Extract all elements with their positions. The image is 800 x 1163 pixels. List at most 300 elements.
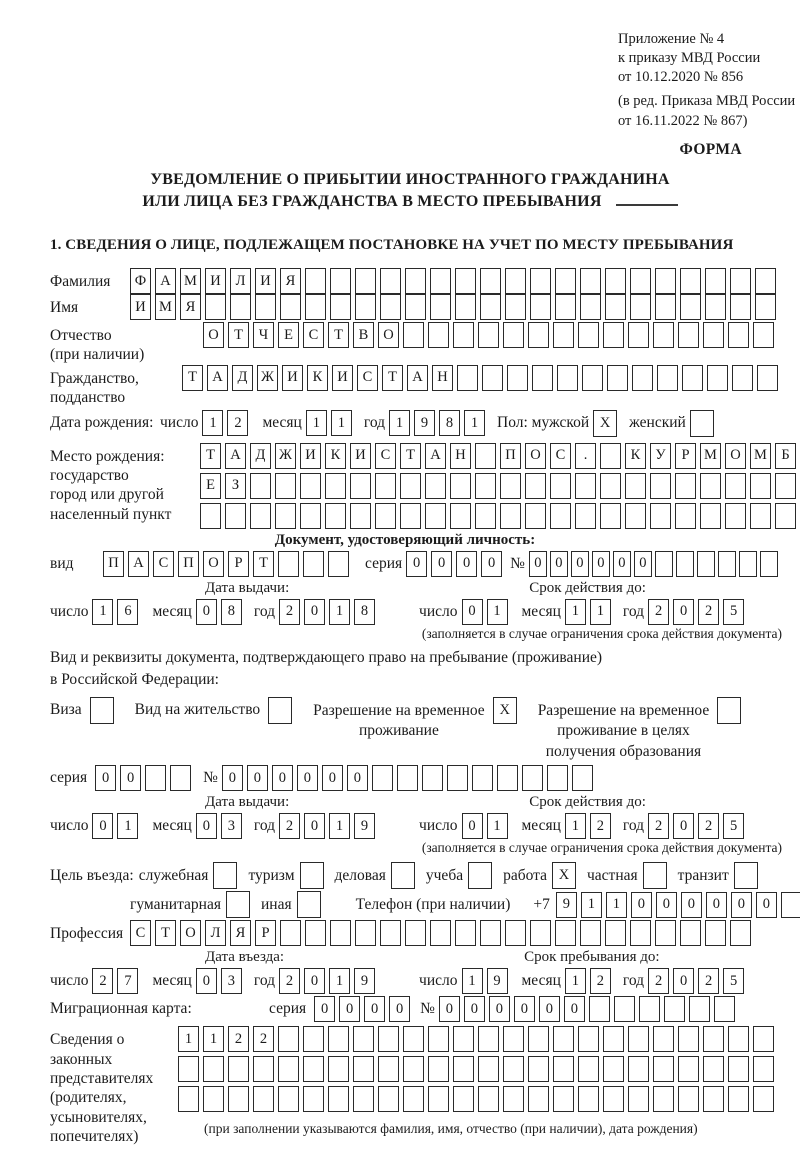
identity-doc-heading: Документ, удостоверяющий личность: (274, 531, 536, 548)
profession-label: Профессия (50, 925, 124, 943)
birth-place-cell (475, 473, 496, 499)
birth-place-label-line2: государство (50, 466, 129, 484)
res-series-cell: 0 (120, 765, 141, 791)
res-number-cell (397, 765, 418, 791)
birth-place-cell (575, 503, 596, 529)
res-series-cell: 0 (95, 765, 116, 791)
birth-place-cell (350, 503, 371, 529)
representatives-cell (478, 1026, 499, 1052)
birth-place-label-line4: населенный пункт (50, 505, 172, 523)
birth-place-cell: Н (450, 443, 471, 469)
month-label: месяц (152, 602, 192, 620)
res-issue-day-cells (92, 813, 142, 839)
birth-place-cell (650, 473, 671, 499)
id-issue-year-cell: 2 (279, 599, 300, 625)
validity-footnote: (заполняется в случае ограничения срока действия документа) (421, 625, 782, 641)
phone-cells (556, 892, 800, 918)
temp-residence-edu-checkbox-cell (717, 697, 741, 724)
res-number-cell (547, 765, 568, 791)
day-label: число (50, 972, 89, 990)
representatives-cell (403, 1026, 424, 1052)
doc-kind-cell: О (203, 551, 224, 577)
birth-place-cell (750, 503, 771, 529)
representatives-cell (553, 1056, 574, 1082)
surname-cells (130, 268, 780, 294)
citizenship-cell: А (407, 365, 428, 391)
year-label: год (622, 972, 645, 990)
profession-cell: О (180, 920, 201, 946)
birth-day-cells (202, 410, 252, 436)
purpose-transit-label: транзит (677, 866, 729, 884)
given-name-cell (205, 294, 226, 320)
given-name-cells (130, 294, 780, 320)
representatives-cell (503, 1056, 524, 1082)
birth-year-cell: 8 (439, 410, 460, 436)
citizenship-cells (182, 365, 782, 391)
residence-permit-checkbox-cell (268, 697, 292, 724)
surname-cell (755, 268, 776, 294)
surname-cell (355, 268, 376, 294)
id-valid-year-cell: 2 (698, 599, 719, 625)
representatives-cell (578, 1026, 599, 1052)
section1-heading: 1. СВЕДЕНИЯ О ЛИЦЕ, ПОДЛЕЖАЩЕМ ПОСТАНОВКЕ НА УЧЕТ ПО МЕСТУ ПРЕБЫВАНИЯ (50, 237, 734, 254)
representatives-cell (478, 1086, 499, 1112)
res-valid-year-cell: 2 (698, 813, 719, 839)
mc-number-cell: 0 (489, 996, 510, 1022)
birth-day-cell: 1 (202, 410, 223, 436)
representatives-cell (653, 1026, 674, 1052)
profession-cell (480, 920, 501, 946)
id-series-cells (406, 551, 506, 577)
temp-residence-checkbox (493, 697, 521, 724)
representatives-cells-row1 (178, 1026, 778, 1052)
stay-year-cell: 5 (723, 968, 744, 994)
res-issue-year-cell: 1 (329, 813, 350, 839)
representatives-cell (278, 1086, 299, 1112)
representatives-label (50, 1026, 178, 1146)
representatives-cell (728, 1086, 749, 1112)
phone-cell: 1 (581, 892, 602, 918)
representatives-cell (328, 1026, 349, 1052)
id-number-cell (676, 551, 694, 577)
patronymic-cell (628, 322, 649, 348)
given-name-row (50, 294, 800, 320)
citizenship-cell (457, 365, 478, 391)
purpose-private-checkbox-cell (643, 862, 667, 889)
representatives-cell (228, 1086, 249, 1112)
citizenship-cell: Т (182, 365, 203, 391)
entry-year-cell: 1 (329, 968, 350, 994)
surname-cell (580, 268, 601, 294)
id-valid-month-cell: 1 (590, 599, 611, 625)
citizenship-cell (532, 365, 553, 391)
mc-number-cell: 0 (514, 996, 535, 1022)
representatives-cell (303, 1026, 324, 1052)
purpose-private-checkbox (643, 862, 671, 889)
residence-permit-item (135, 697, 297, 724)
res-series-cell (145, 765, 166, 791)
purpose-label: Цель въезда: (50, 866, 134, 884)
citizenship-cell (582, 365, 603, 391)
given-name-cell (255, 294, 276, 320)
birth-place-cell (375, 473, 396, 499)
representatives-cell: 2 (228, 1026, 249, 1052)
res-valid-month-cell: 2 (590, 813, 611, 839)
birth-place-cell (500, 473, 521, 499)
birth-place-cell: И (300, 443, 321, 469)
patronymic-cell: Т (328, 322, 349, 348)
birth-place-cell: А (225, 443, 246, 469)
res-number-cell (447, 765, 468, 791)
citizenship-label-line2: подданство (50, 389, 126, 407)
birth-place-cell: Е (200, 473, 221, 499)
birth-place-cell: С (550, 443, 571, 469)
res-number-cell (522, 765, 543, 791)
sex-female-checkbox (690, 410, 718, 437)
patronymic-cell (403, 322, 424, 348)
form-title-line1: УВЕДОМЛЕНИЕ О ПРИБЫТИИ ИНОСТРАННОГО ГРАЖДАНИНА (150, 170, 670, 188)
res-valid-day-cell: 1 (487, 813, 508, 839)
purpose-work-label: работа (503, 866, 547, 884)
appendix-line: от 10.12.2020 № 856 (618, 69, 744, 86)
birth-date-label: Дата рождения: (50, 414, 154, 432)
representatives-cell (628, 1056, 649, 1082)
day-label: число (419, 602, 458, 620)
residence-doc-line2: в Российской Федерации: (50, 671, 219, 689)
surname-cell (655, 268, 676, 294)
birth-place-cell (575, 473, 596, 499)
citizenship-row (50, 365, 800, 408)
purpose-study-label: учеба (425, 866, 464, 884)
birth-place-cell: . (575, 443, 596, 469)
patronymic-cell (478, 322, 499, 348)
id-issue-month-cells (196, 599, 246, 625)
temp-residence-edu-label-line3: получения образования (545, 743, 702, 761)
representatives-cell (328, 1056, 349, 1082)
citizenship-cell (682, 365, 703, 391)
entry-month-cells (196, 968, 246, 994)
given-name-cell (430, 294, 451, 320)
representatives-cell (378, 1086, 399, 1112)
res-number-cell (472, 765, 493, 791)
res-series-cells (95, 765, 195, 791)
temp-residence-label (313, 697, 485, 743)
phone-cell (781, 892, 800, 918)
given-name-cell (705, 294, 726, 320)
representatives-cell (303, 1056, 324, 1082)
representatives-cell (753, 1026, 774, 1052)
residence-permit-checkbox (268, 697, 296, 724)
citizenship-label-line1: Гражданство, (50, 369, 139, 387)
temp-residence-edu-item (538, 697, 746, 764)
doc-kind-cell: П (178, 551, 199, 577)
id-issue-day-cells (92, 599, 142, 625)
id-doc-dates-row (50, 599, 800, 625)
id-issue-year-cell: 1 (329, 599, 350, 625)
purpose-transit-checkbox-cell (734, 862, 758, 889)
year-label: год (622, 602, 645, 620)
migration-card-row (50, 996, 800, 1022)
birth-month-cell: 1 (331, 410, 352, 436)
id-number-cell: 0 (571, 551, 589, 577)
surname-cell (605, 268, 626, 294)
representatives-cell (528, 1056, 549, 1082)
mc-number-cell (689, 996, 710, 1022)
given-name-cell (230, 294, 251, 320)
entry-date-label: Дата въезда: (205, 949, 285, 966)
birth-place-cell: Т (400, 443, 421, 469)
patronymic-cell: О (378, 322, 399, 348)
birth-month-cell: 1 (306, 410, 327, 436)
patronymic-cell (528, 322, 549, 348)
representatives-label-line6: попечителях) (50, 1128, 139, 1146)
surname-cell (705, 268, 726, 294)
birth-place-cell (675, 503, 696, 529)
temp-residence-edu-label-line2: проживание в целях (557, 722, 690, 740)
res-issue-day-cell: 1 (117, 813, 138, 839)
representatives-cell (603, 1086, 624, 1112)
birth-place-cell (700, 473, 721, 499)
representatives-cell (228, 1056, 249, 1082)
profession-cell (305, 920, 326, 946)
series-label: серия (269, 1000, 307, 1018)
form-title (50, 169, 770, 214)
given-name-cell (530, 294, 551, 320)
purpose-humanitarian-checkbox (226, 891, 254, 918)
representatives-cell (428, 1056, 449, 1082)
id-number-cells (529, 551, 781, 577)
purpose-work-checkbox (552, 862, 580, 889)
representatives-cell (728, 1056, 749, 1082)
representatives-cell (628, 1086, 649, 1112)
citizenship-cell: Д (232, 365, 253, 391)
surname-row (50, 268, 800, 294)
birth-place-cell (600, 503, 621, 529)
birth-place-cell (475, 503, 496, 529)
purpose-work-checkbox-cell: X (552, 862, 576, 889)
doc-kind-label: вид (50, 554, 74, 572)
birth-place-row (50, 443, 800, 529)
day-label: число (160, 414, 199, 432)
visa-item (50, 697, 118, 724)
citizenship-cell (732, 365, 753, 391)
res-issue-year-cell: 0 (304, 813, 325, 839)
birth-place-cell (650, 503, 671, 529)
mc-number-cell: 0 (464, 996, 485, 1022)
res-valid-month-cell: 1 (565, 813, 586, 839)
id-valid-year-cell: 5 (723, 599, 744, 625)
phone-prefix: +7 (533, 895, 550, 913)
mc-number-cell (614, 996, 635, 1022)
birth-place-cell (275, 503, 296, 529)
surname-cell: И (255, 268, 276, 294)
given-name-cell: М (155, 294, 176, 320)
profession-cell: Р (255, 920, 276, 946)
given-name-cell (680, 294, 701, 320)
representatives-cells-row2 (178, 1056, 778, 1082)
profession-cells (130, 920, 755, 946)
res-valid-year-cell: 2 (648, 813, 669, 839)
birth-place-label-line1: Место рождения: (50, 447, 165, 465)
representatives-cell (653, 1056, 674, 1082)
id-series-cell: 0 (431, 551, 452, 577)
stay-day-cells (462, 968, 512, 994)
residence-doc-line1: Вид и реквизиты документа, подтверждающего право на пребывание (проживание) (50, 648, 603, 666)
representatives-cell (428, 1086, 449, 1112)
stay-year-cell: 2 (698, 968, 719, 994)
representatives-cell (578, 1056, 599, 1082)
day-label: число (419, 817, 458, 835)
phone-label: Телефон (при наличии) (355, 895, 511, 913)
representatives-cell: 1 (203, 1026, 224, 1052)
purpose-humanitarian-checkbox-cell (226, 891, 250, 918)
profession-cell (605, 920, 626, 946)
id-valid-day-cells (462, 599, 512, 625)
mc-number-cell: 0 (439, 996, 460, 1022)
res-issue-year-cells (279, 813, 379, 839)
birth-month-cells (306, 410, 356, 436)
identity-doc-row (50, 551, 800, 577)
profession-cell (530, 920, 551, 946)
representatives-cell (653, 1086, 674, 1112)
id-series-cell: 0 (481, 551, 502, 577)
representatives-label-line4: (родителях, (50, 1089, 127, 1107)
surname-label: Фамилия (50, 273, 111, 291)
given-name-cell: Я (180, 294, 201, 320)
res-number-cell: 0 (272, 765, 293, 791)
profession-cell (430, 920, 451, 946)
res-issue-month-cell: 0 (196, 813, 217, 839)
representatives-cell (678, 1086, 699, 1112)
id-issue-year-cell: 0 (304, 599, 325, 625)
phone-cell: 9 (556, 892, 577, 918)
representatives-cell (353, 1086, 374, 1112)
id-issue-month-cell: 8 (221, 599, 242, 625)
entry-date-headers (50, 949, 800, 966)
representatives-row (50, 1026, 800, 1146)
profession-cell (330, 920, 351, 946)
birth-place-cell: М (750, 443, 771, 469)
mc-number-cell (639, 996, 660, 1022)
patronymic-cell (503, 322, 524, 348)
id-valid-year-cell: 2 (648, 599, 669, 625)
surname-cell: М (180, 268, 201, 294)
sex-female-checkbox-cell (690, 410, 714, 437)
representatives-cell (528, 1026, 549, 1052)
month-label: месяц (262, 414, 302, 432)
birth-place-cell: О (525, 443, 546, 469)
representatives-cell (678, 1056, 699, 1082)
representatives-cell: 2 (253, 1026, 274, 1052)
res-issue-year-cell: 2 (279, 813, 300, 839)
representatives-cell (753, 1086, 774, 1112)
representatives-cell (503, 1086, 524, 1112)
day-label: число (50, 602, 89, 620)
representatives-cell (453, 1056, 474, 1082)
month-label: месяц (152, 817, 192, 835)
temp-residence-label-line2: проживание (358, 722, 439, 740)
patronymic-label (50, 322, 203, 365)
temp-residence-checkbox-cell: X (493, 697, 517, 724)
blank-underline (616, 192, 678, 206)
representatives-cell (553, 1026, 574, 1052)
representatives-cell (428, 1026, 449, 1052)
number-sign: № (420, 1000, 435, 1018)
mc-number-cell (589, 996, 610, 1022)
res-number-cell (572, 765, 593, 791)
purpose-study-checkbox (468, 862, 496, 889)
profession-cell (705, 920, 726, 946)
year-label: год (253, 602, 276, 620)
representatives-cell (178, 1056, 199, 1082)
id-issue-day-cell: 6 (117, 599, 138, 625)
entry-year-cell: 0 (304, 968, 325, 994)
residence-doc-series-row (50, 765, 800, 791)
series-label: серия (50, 769, 88, 787)
surname-cell: И (205, 268, 226, 294)
series-label: серия (365, 554, 403, 572)
patronymic-cell (753, 322, 774, 348)
birth-place-cell (200, 503, 221, 529)
birth-place-cell: А (425, 443, 446, 469)
patronymic-row (50, 322, 800, 365)
appendix-line: к приказу МВД России (618, 50, 761, 67)
res-number-cell (372, 765, 393, 791)
temp-residence-edu-checkbox (717, 697, 745, 724)
birth-place-cells-row2 (200, 473, 800, 499)
doc-kind-cells (103, 551, 353, 577)
profession-cell (455, 920, 476, 946)
given-name-cell (755, 294, 776, 320)
representatives-cell (253, 1086, 274, 1112)
id-number-cell (718, 551, 736, 577)
phone-cell: 1 (606, 892, 627, 918)
day-label: число (50, 817, 89, 835)
representatives-cell (603, 1026, 624, 1052)
id-number-cell (760, 551, 778, 577)
patronymic-cell: Т (228, 322, 249, 348)
id-valid-day-cell: 0 (462, 599, 483, 625)
sex-female-label: женский (629, 414, 686, 432)
form-title-line2: ИЛИ ЛИЦА БЕЗ ГРАЖДАНСТВА В МЕСТО ПРЕБЫВАНИЯ (50, 191, 770, 214)
citizenship-cell (757, 365, 778, 391)
visa-label: Виза (50, 700, 82, 718)
surname-cell: Я (280, 268, 301, 294)
patronymic-cell (678, 322, 699, 348)
patronymic-cell: Ч (253, 322, 274, 348)
mc-series-cell: 0 (339, 996, 360, 1022)
profession-cell (405, 920, 426, 946)
purpose-private-label: частная (587, 866, 638, 884)
birth-place-cell (250, 473, 271, 499)
entry-month-cell: 3 (221, 968, 242, 994)
surname-cell (430, 268, 451, 294)
given-name-cell (405, 294, 426, 320)
temp-residence-label-line1: Разрешение на временное (313, 701, 485, 719)
purpose-row-2 (130, 891, 800, 918)
birth-place-cell: Т (200, 443, 221, 469)
birth-place-cell: И (350, 443, 371, 469)
birth-day-cell: 2 (227, 410, 248, 436)
representatives-cell (278, 1026, 299, 1052)
patronymic-cell: О (203, 322, 224, 348)
citizenship-cell: А (207, 365, 228, 391)
surname-cell (480, 268, 501, 294)
birth-place-cells-row3 (200, 503, 800, 529)
birth-place-cell (775, 473, 796, 499)
given-name-cell (280, 294, 301, 320)
birth-place-cell (675, 473, 696, 499)
